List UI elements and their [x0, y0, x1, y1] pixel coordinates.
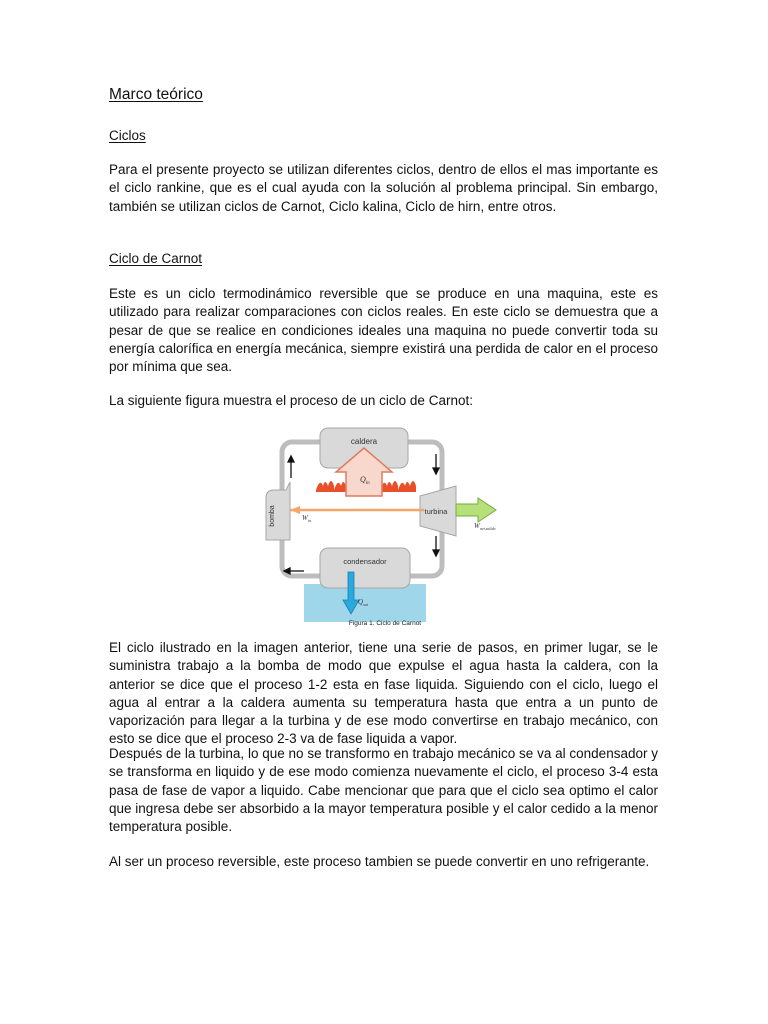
work-in-arrowhead [290, 506, 300, 514]
condensador-box [320, 548, 410, 588]
paragraph-ciclos: Para el presente proyecto se utilizan diferentes ciclos, dentro de ellos el mas importante es el ciclo rankine, que es el cual ayuda con la solución al problema principal. Sin embargo, también se utilizan ciclos de Carnot, Ciclo kalina, Ciclo de hirn, entre otros. [109, 162, 658, 214]
paragraph-figure-intro: La siguiente figura muestra el proceso de un ciclo de Carnot: [109, 393, 473, 408]
work-out-arrow [456, 498, 496, 522]
paragraph-carnot-definition: Este es un ciclo termodinámico reversible que se produce en una maquina, este es utilizado para realizar comparaciones con ciclos reales. En este ciclo se demuestra que a pesar de que se realice en condiciones ideales una maquina no puede convertir toda su energía calorífica en energía mecánica, siempre existirá una perdida de calor en el proceso por mínima que sea. [109, 286, 658, 375]
w-out-label: $W_{net,salida}$ [474, 522, 496, 531]
condensador-label: condensador [343, 557, 387, 566]
figure-caption: Figura 1. Ciclo de Carnot [348, 620, 422, 627]
paragraph-reversible: Al ser un proceso reversible, este proceso tambien se puede convertir en uno refrigerante. [109, 854, 650, 869]
caldera-label: caldera [350, 437, 378, 446]
paragraph-cycle-steps: El ciclo ilustrado en la imagen anterior, tiene una serie de pasos, en primer lugar, se le suministra trabajo a la bomba de modo que expulse el agua hasta la caldera, con la anterior se dice que el proceso 1-2 esta en fase liquida. Siguiendo con el ciclo, luego el agua al entrar a la caldera aumenta su temperatura hasta que entra a un punto de vaporización para llegar a la turbina y de ese modo convertirse en trabajo mecánico, con esto se dice que el proceso 2-3 va de fase liquida a vapor. [109, 640, 658, 747]
w-in-label: $W_{in}$ [302, 514, 311, 523]
section-heading-ciclos: Ciclos [109, 128, 146, 143]
q-out-label: $Q_{out}$ [358, 598, 369, 607]
q-in-label: $Q_{in}$ [360, 475, 370, 486]
paragraph-after-turbine: Después de la turbina, lo que no se transformo en trabajo mecánico se va al condensador y se transforma en liquido y de ese modo comienza nuevamente el ciclo, el proceso 3-4 esta pasa de fase de vapor a liquido. Cabe mencionar que para que el ciclo sea optimo el calor que ingresa debe ser absorbido a la mayor temperatura posible y el calor cedido a la menor temperatura posible. [109, 746, 658, 835]
turbina-label: turbina [424, 507, 448, 516]
section-heading-carnot: Ciclo de Carnot [109, 251, 203, 266]
carnot-cycle-diagram [260, 424, 510, 624]
carnot-cycle-figure [260, 424, 510, 624]
page-title: Marco teórico [109, 86, 203, 103]
bomba-label: bomba [269, 505, 276, 527]
